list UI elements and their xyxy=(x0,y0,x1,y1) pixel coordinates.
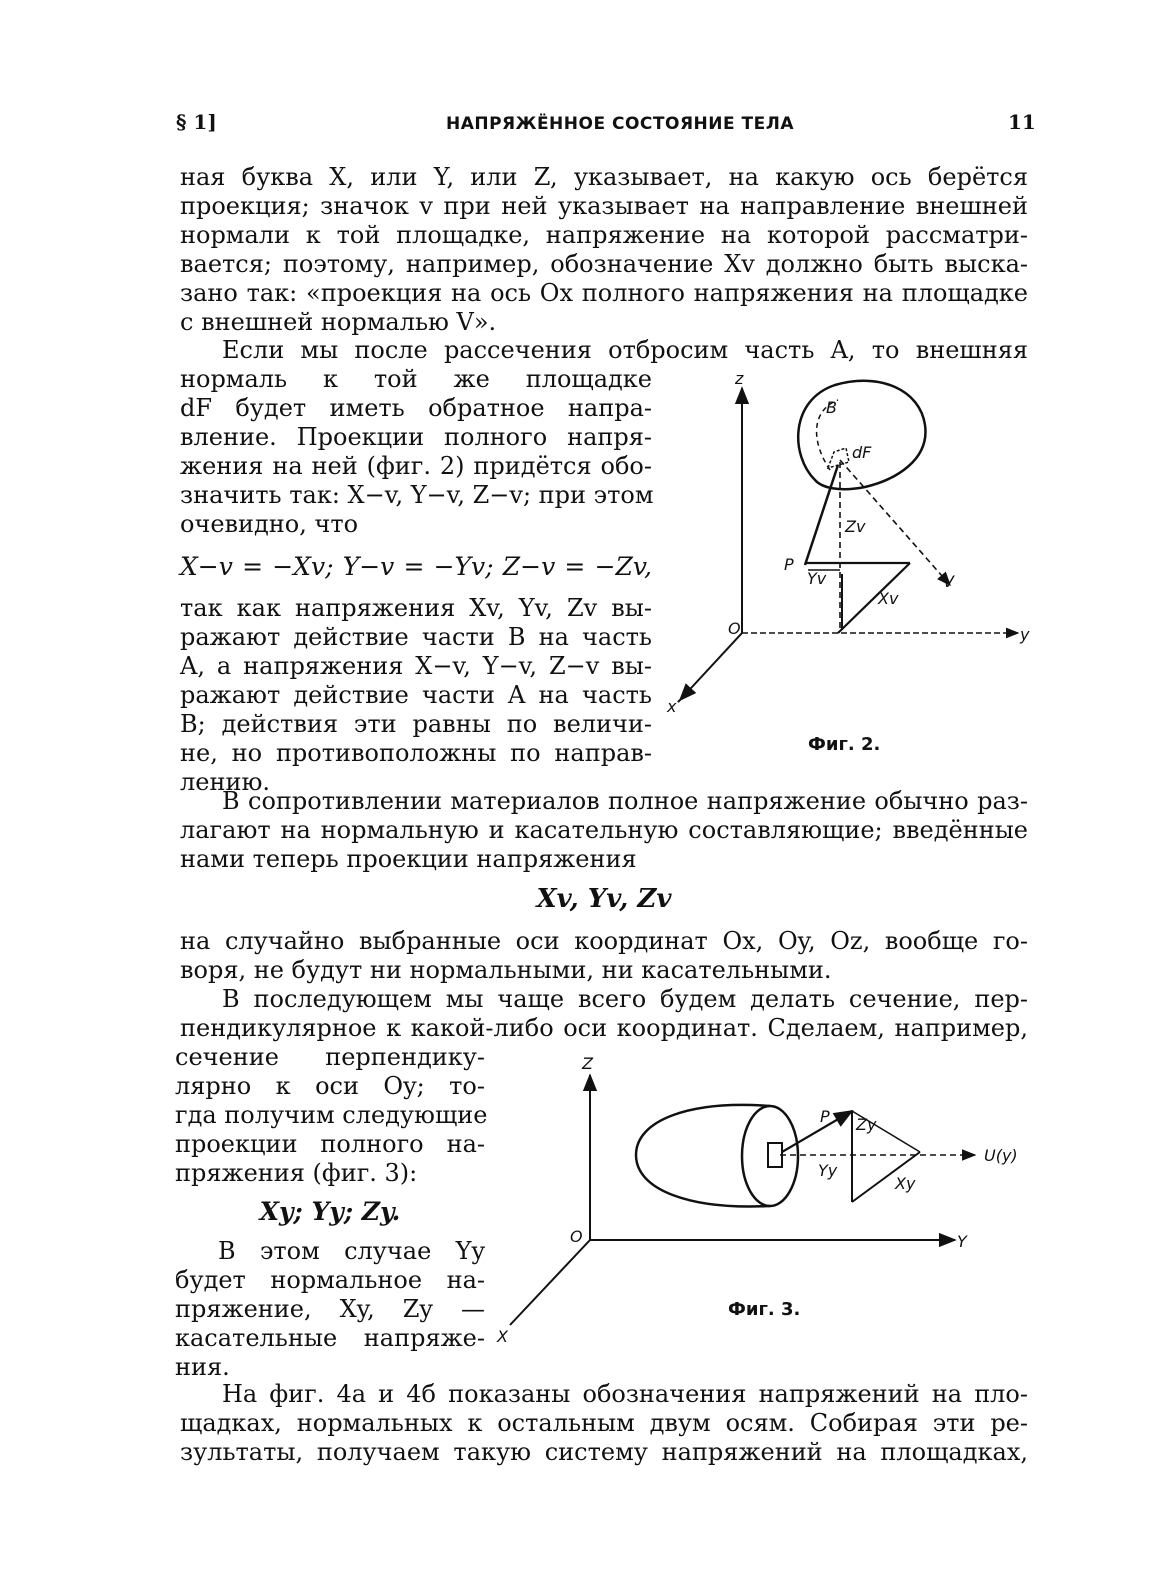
text-line: зано так: «проекция на ось Ox полного напряжения на площадке xyxy=(180,279,1028,307)
text-line: ражают действие части A на часть xyxy=(180,681,652,709)
fig2-label-v: V xyxy=(943,572,954,591)
fig2-label-o: O xyxy=(728,619,741,638)
text-line: лению. xyxy=(180,768,270,796)
text-line: ния. xyxy=(175,1353,230,1381)
fig3-label-zy: Zy xyxy=(856,1115,877,1134)
fig2-label-p: P xyxy=(784,555,794,574)
fig2-normal-v xyxy=(840,460,950,585)
text-line: ражают действие части B на часть xyxy=(180,623,652,651)
fig2-stress-p xyxy=(805,465,838,565)
text-line: с внешней нормалью V». xyxy=(180,308,497,336)
fig3-label-p: P xyxy=(820,1107,830,1126)
equation-projections: Xv, Yv, Zv xyxy=(536,884,672,914)
text-line: проекции полного на- xyxy=(175,1130,485,1158)
text-line: пряжение, Xy, Zy — xyxy=(175,1295,485,1323)
text-line: гда получим следующие xyxy=(175,1101,488,1129)
fig3-xy-component xyxy=(852,1152,920,1202)
text-line: на случайно выбранные оси координат Ox, Oy, Oz, вообще го- xyxy=(180,927,1028,955)
text-line: нами теперь проекции напряжения xyxy=(180,845,637,873)
running-title: НАПРЯЖЁННОЕ СОСТОЯНИЕ ТЕЛА xyxy=(445,114,795,134)
text-line: вление. Проекции полного напря- xyxy=(180,423,652,451)
text-line: касательные напряже- xyxy=(175,1324,485,1352)
fig2-label-x: x xyxy=(667,697,677,716)
fig2-body-b xyxy=(798,381,925,489)
fig3-area xyxy=(768,1143,782,1167)
text-line: сечение перпендику- xyxy=(175,1043,485,1071)
fig2-label-xv: Xv xyxy=(878,589,899,608)
fig3-x-axis xyxy=(510,1240,590,1325)
figure-2-caption: Фиг. 2. xyxy=(808,734,881,755)
text-line: очевидно, что xyxy=(180,510,359,538)
fig3-label-xy: Xy xyxy=(895,1174,916,1193)
fig3-label-o: O xyxy=(570,1227,583,1246)
text-line: A, а напряжения X−v, Y−v, Z−v вы- xyxy=(180,652,652,680)
fig2-area-df xyxy=(828,448,849,468)
fig2-label-y: y xyxy=(1020,625,1030,644)
text-line: так как напряжения Xv, Yv, Zv вы- xyxy=(180,594,652,622)
text-line: воря, не будут ни нормальными, ни касательными. xyxy=(180,956,832,984)
text-line: жения на ней (фиг. 2) придётся обо- xyxy=(180,452,652,480)
fig3-stress-p xyxy=(782,1111,852,1152)
text-line: нормаль к той же площадке xyxy=(180,365,652,393)
text-line: В последующем мы чаще всего будем делать сечение, пер- xyxy=(222,985,1028,1013)
text-line: лярно к оси Oy; то- xyxy=(175,1072,485,1100)
text-line: значить так: X−v, Y−v, Z−v; при этом xyxy=(180,481,654,509)
equation-negative-normal: X−v = −Xv; Y−v = −Yv; Z−v = −Zv, xyxy=(180,552,652,581)
text-line: На фиг. 4а и 4б показаны обозначения напряжений на пло- xyxy=(222,1380,1028,1408)
figure-3-caption: Фиг. 3. xyxy=(728,1299,801,1320)
fig3-label-uy: U(y) xyxy=(984,1146,1018,1165)
fig2-label-z: z xyxy=(735,369,744,388)
section-marker: § 1] xyxy=(176,110,217,134)
fig2-label-zv: Zv xyxy=(845,517,866,536)
equation-section-y: Xy; Yy; Zy. xyxy=(259,1197,401,1226)
fig3-section-face xyxy=(742,1106,798,1206)
text-line: щадках, нормальных к остальным двум осям. Собирая эти ре- xyxy=(180,1409,1028,1437)
text-line: проекция; значок v при ней указывает на направление внешней xyxy=(180,192,1028,220)
text-line: зультаты, получаем такую систему напряжений на площадках, xyxy=(180,1438,1028,1466)
fig3-label-y: Y xyxy=(957,1232,967,1251)
fig3-label-yy: Yy xyxy=(818,1161,838,1180)
text-line: В этом случае Yy xyxy=(218,1237,485,1265)
fig3-label-x: X xyxy=(497,1327,508,1346)
fig2-label-b: B xyxy=(826,398,837,417)
text-line: Если мы после рассечения отбросим часть A, то внешняя xyxy=(222,336,1028,364)
text-line: лагают на нормальную и касательную составляющие; введённые xyxy=(180,816,1028,844)
fig2-xv-component xyxy=(838,563,910,633)
page-number: 11 xyxy=(1008,110,1036,134)
fig2-label-df: dF xyxy=(852,443,872,462)
text-line: нормали к той площадке, напряжение на которой рассматри- xyxy=(180,221,1028,249)
text-line: будет нормальное на- xyxy=(175,1266,485,1294)
fig2-label-yv: Yv xyxy=(807,569,827,588)
text-line: ная буква X, или Y, или Z, указывает, на какую ось берётся xyxy=(180,163,1029,191)
fig3-label-z: Z xyxy=(582,1054,593,1073)
text-line: B; действия эти равны по величи- xyxy=(180,710,652,738)
text-line: вается; поэтому, например, обозначение Xv должно быть выска- xyxy=(180,250,1028,278)
fig3-body xyxy=(636,1105,770,1207)
text-line: пряжения (фиг. 3): xyxy=(175,1159,418,1187)
text-line: не, но противоположны по направ- xyxy=(180,739,652,767)
text-line: пендикулярное к какой-либо оси координат. Сделаем, например, xyxy=(180,1014,1028,1042)
text-line: В сопротивлении материалов полное напряжение обычно раз- xyxy=(222,787,1028,815)
text-line: dF будет иметь обратное напра- xyxy=(180,394,652,422)
fig2-x-axis xyxy=(680,633,742,700)
